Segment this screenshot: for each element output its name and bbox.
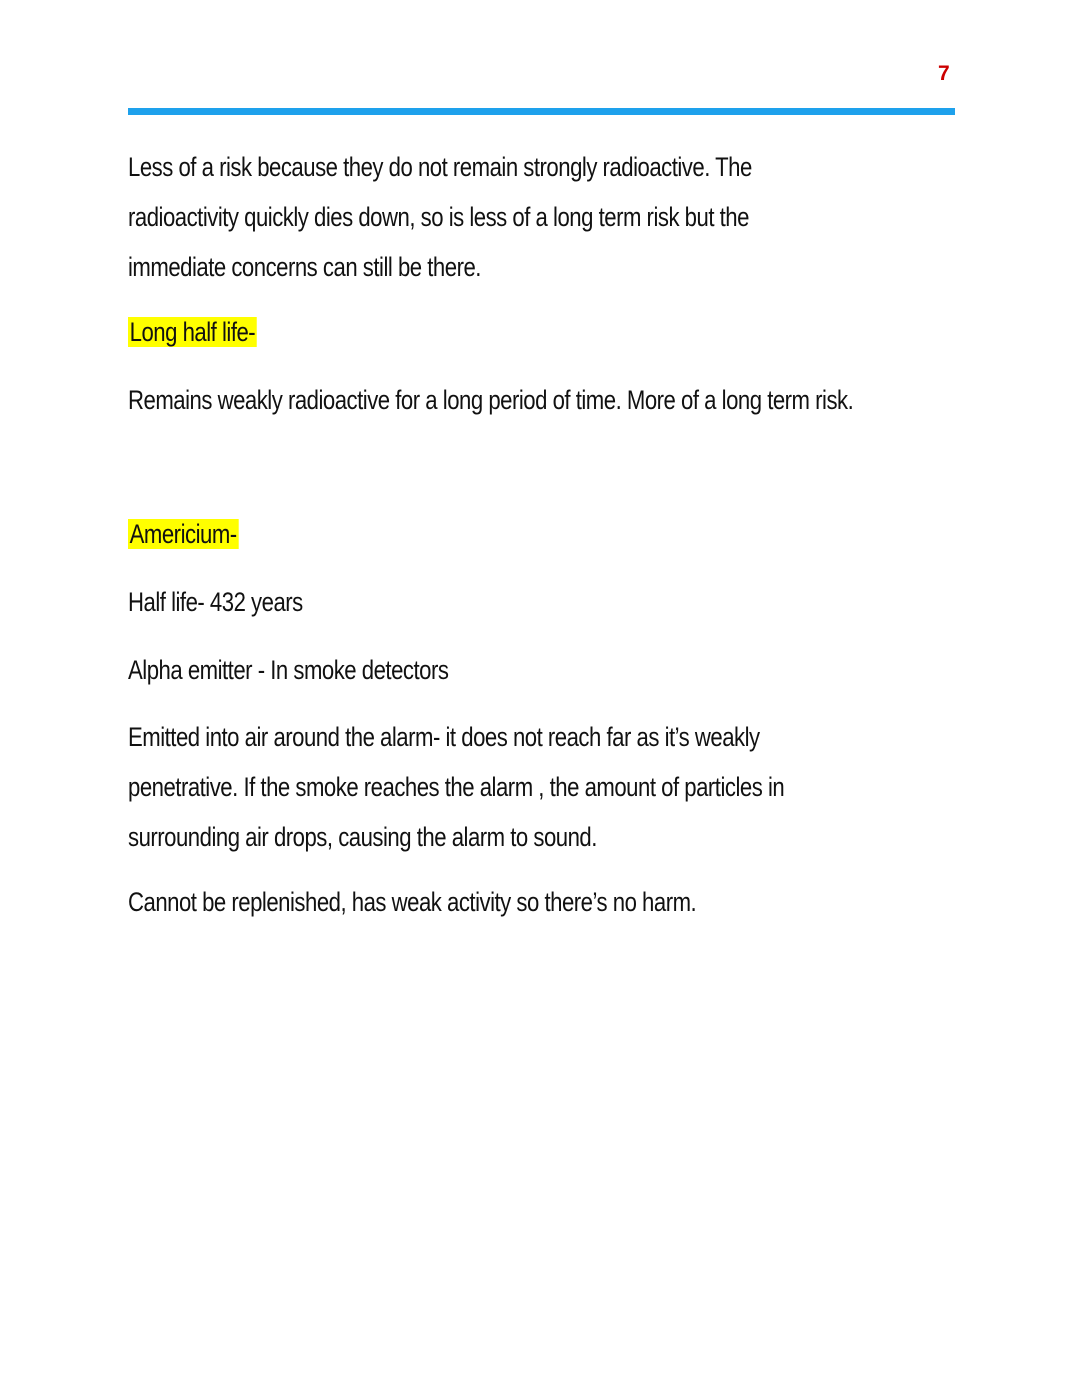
page-number: 7 (938, 62, 950, 85)
paragraph-line: Remains weakly radioactive for a long period of time. More of a long term risk. (128, 385, 854, 415)
paragraph-line: radioactivity quickly dies down, so is less of a long term risk but the (128, 202, 749, 232)
long-half-life-heading (128, 314, 257, 350)
paragraph-line: Half life- 432 years (128, 587, 303, 617)
americium-heading (128, 516, 238, 552)
paragraph-line: surrounding air drops, causing the alarm to sound. (128, 822, 597, 852)
long-half-life-paragraph (128, 375, 854, 425)
paragraph-line: penetrative. If the smoke reaches the alarm , the amount of particles in (128, 772, 785, 802)
paragraph-line: Cannot be replenished, has weak activity so there’s no harm. (128, 887, 697, 917)
paragraph-line: immediate concerns can still be there. (128, 252, 481, 282)
header-rule (128, 108, 955, 115)
explanation-paragraph (128, 712, 809, 862)
highlighted-heading-text: Long half life- (129, 317, 256, 347)
paragraph-line: Emitted into air around the alarm- it does not reach far as it’s weakly (128, 722, 760, 752)
emitter-paragraph (128, 645, 809, 695)
paragraph-line: Less of a risk because they do not remain strongly radioactive. The (128, 152, 752, 182)
intro-paragraph (128, 142, 809, 292)
paragraph-line: Alpha emitter - In smoke detectors (128, 655, 449, 685)
highlighted-heading-text: Americium- (129, 519, 237, 549)
half-life-paragraph (128, 577, 809, 627)
conclusion-paragraph (128, 877, 809, 927)
